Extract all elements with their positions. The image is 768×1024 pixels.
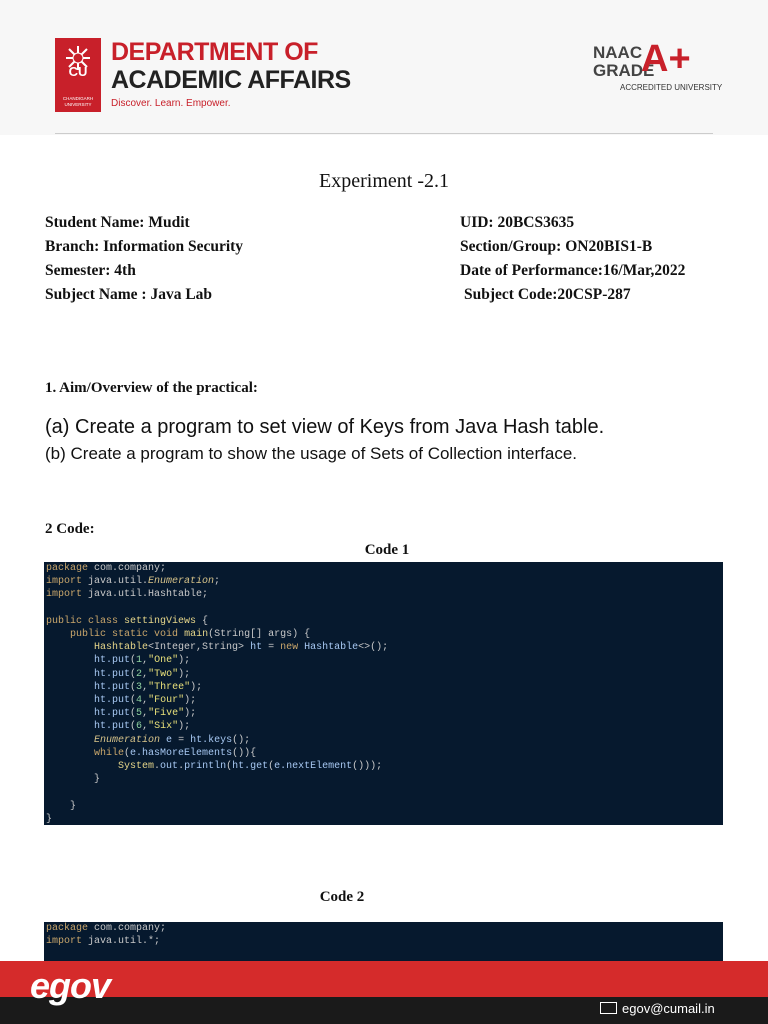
code1-text: package com.company; import java.util.Enumeration; import java.util.Hashtable; public class settingViews { public static void main(String[] args) { Hashtable<Integer,String> ht = new Hashtable<>(); ht.put(1,"One"); ht.put(2,"Two"); ht.put(3,"Three"); ht.put(4,"Four"); ht.put(5,"Five"); ht.put(6,"Six"); Enumeration e = ht.keys(); while(e.hasMoreElements()){ System.out.println(ht.get(e.nextElement())); } } } (46, 563, 389, 825)
semester: Semester: 4th (45, 262, 136, 279)
header-divider (55, 133, 713, 134)
code-heading: 2 Code: (45, 521, 95, 537)
code-block-2 (44, 922, 723, 961)
tagline: Discover. Learn. Empower. (111, 98, 231, 109)
branch: Branch: Information Security (45, 238, 244, 255)
subject-name: Subject Name : Java Lab (45, 286, 213, 303)
section-group: Section/Group: ON20BIS1-B (460, 238, 653, 255)
mail-icon (600, 1002, 617, 1014)
subject-code: Subject Code:20CSP-287 (464, 286, 631, 303)
page-title: Experiment -2.1 (319, 170, 449, 192)
dept-title-line1: DEPARTMENT OF (111, 38, 318, 66)
letterhead (0, 0, 768, 135)
dept-title-line2: ACADEMIC AFFAIRS (111, 66, 351, 94)
grade-label: GRADE (593, 61, 655, 80)
university-logo (55, 38, 101, 112)
email-text[interactable]: egov@cumail.in (622, 1001, 715, 1016)
code2-text: package com.company; import java.util.*; (46, 923, 167, 948)
aim-part-a: (a) Create a program to set view of Keys from Java Hash table. (45, 416, 605, 438)
naac-label: NAAC (593, 43, 643, 62)
uid: UID: 20BCS3635 (460, 214, 575, 231)
code1-label: Code 1 (364, 542, 410, 558)
aim-heading: 1. Aim/Overview of the practical: (45, 380, 258, 396)
accredited-label: ACCREDITED UNIVERSITY (620, 83, 723, 92)
student-name: Student Name: Mudit (45, 214, 190, 231)
footer-red-band (0, 961, 768, 997)
date-of-performance: Date of Performance:16/Mar,2022 (460, 262, 686, 279)
logo-cu-text: CU (68, 64, 88, 79)
footer-email[interactable] (600, 1001, 715, 1016)
code2-label: Code 2 (319, 889, 365, 905)
egov-logo: egov (30, 965, 111, 1006)
footer (0, 961, 768, 1024)
code-block-1 (44, 562, 723, 825)
aim-part-b: (b) Create a program to show the usage of Sets of Collection interface. (45, 444, 577, 463)
logo-caption: CHANDIGARH UNIVERSITY (62, 96, 94, 107)
grade-value: A+ (641, 38, 691, 80)
